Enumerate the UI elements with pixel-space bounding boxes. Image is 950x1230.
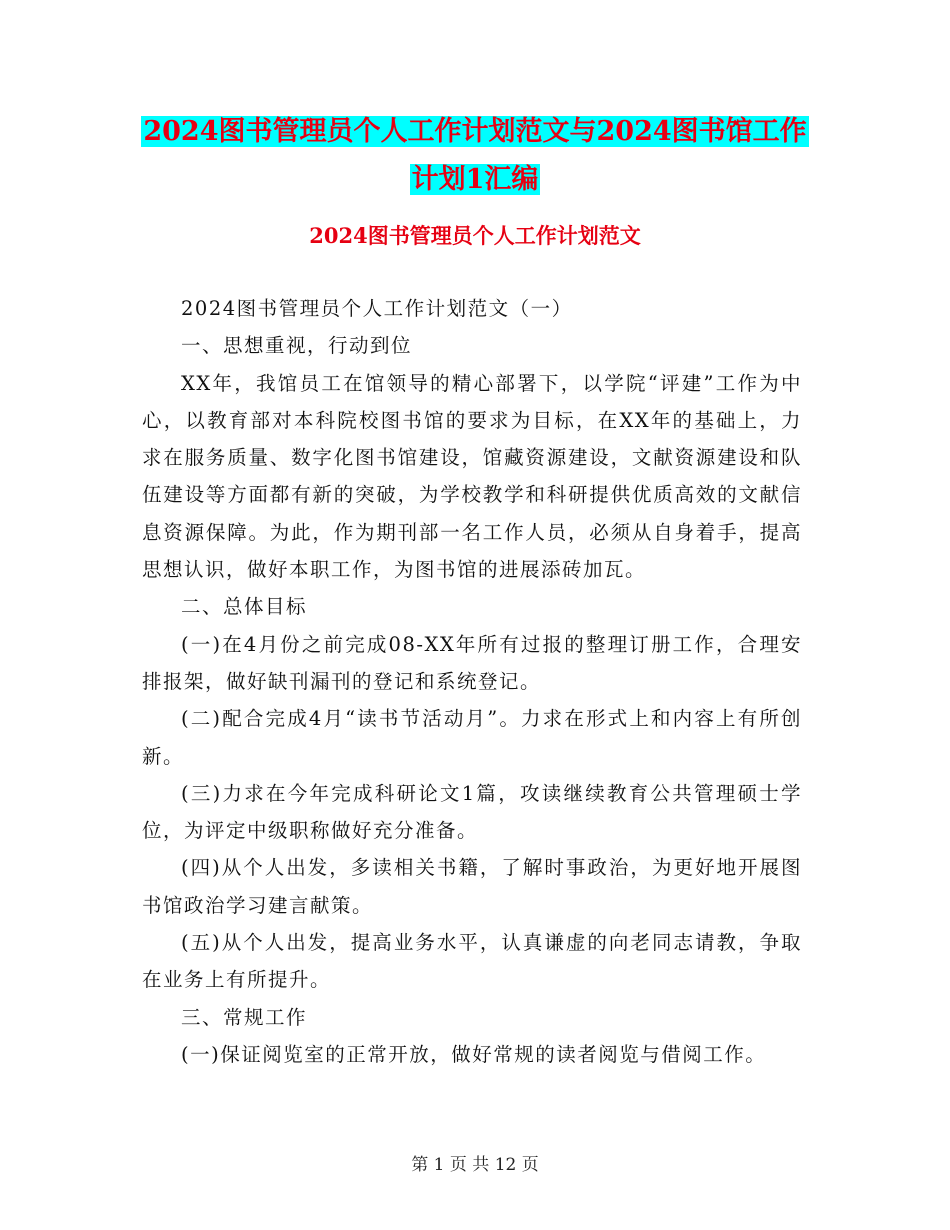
page-footer: 第 1 页 共 12 页	[411, 1155, 539, 1175]
paragraph: (二)配合完成4月“读书节活动月”。力求在形式上和内容上有所创新。	[142, 707, 802, 768]
paragraph: (四)从个人出发，多读相关书籍，了解时事政治，为更好地开展图书馆政治学习建言献策。	[142, 856, 802, 917]
document-title	[0, 108, 950, 204]
document-body	[142, 290, 802, 1073]
section-heading: 2024图书管理员个人工作计划范文	[309, 223, 641, 248]
paragraph: (三)力求在今年完成科研论文1篇，攻读继续教育公共管理硕士学位，为评定中级职称做好充分准备。	[142, 781, 802, 843]
paragraph: 2024图书管理员个人工作计划范文（一）	[181, 297, 573, 320]
title-line-1: 2024图书管理员个人工作计划范文与2024图书馆工作	[143, 116, 807, 147]
paragraph: 二、总体目标	[181, 595, 308, 619]
paragraph: 三、常规工作	[181, 1005, 308, 1029]
paragraph: (五)从个人出发，提高业务水平，认真谦虚的向老同志请教，争取在业务上有所提升。	[142, 931, 802, 992]
title-line-2: 计划1汇编	[411, 164, 539, 195]
paragraph: 一、思想重视，行动到位	[181, 334, 413, 358]
paragraph: (一)保证阅览室的正常开放，做好常规的读者阅览与借阅工作。	[181, 1042, 767, 1066]
paragraph: (一)在4月份之前完成08-XX年所有过报的整理订册工作，合理安排报架，做好缺刊漏刊的登记和系统登记。	[142, 632, 802, 693]
paragraph: XX年，我馆员工在馆领导的精心部署下，以学院“评建”工作为中心，以教育部对本科院校图书馆的要求为目标，在XX年的基础上，力求在服务质量、数字化图书馆建设，馆藏资源建设，文献资源建设和队伍建设等方面都有新的突破，为学校教学和科研提供优质高效的文献信息资源保障。为此，作为期刊部一名工作人员，必须从自身着手，提高思想认识，做好本职工作，为图书馆的进展添砖加瓦。	[142, 371, 802, 582]
